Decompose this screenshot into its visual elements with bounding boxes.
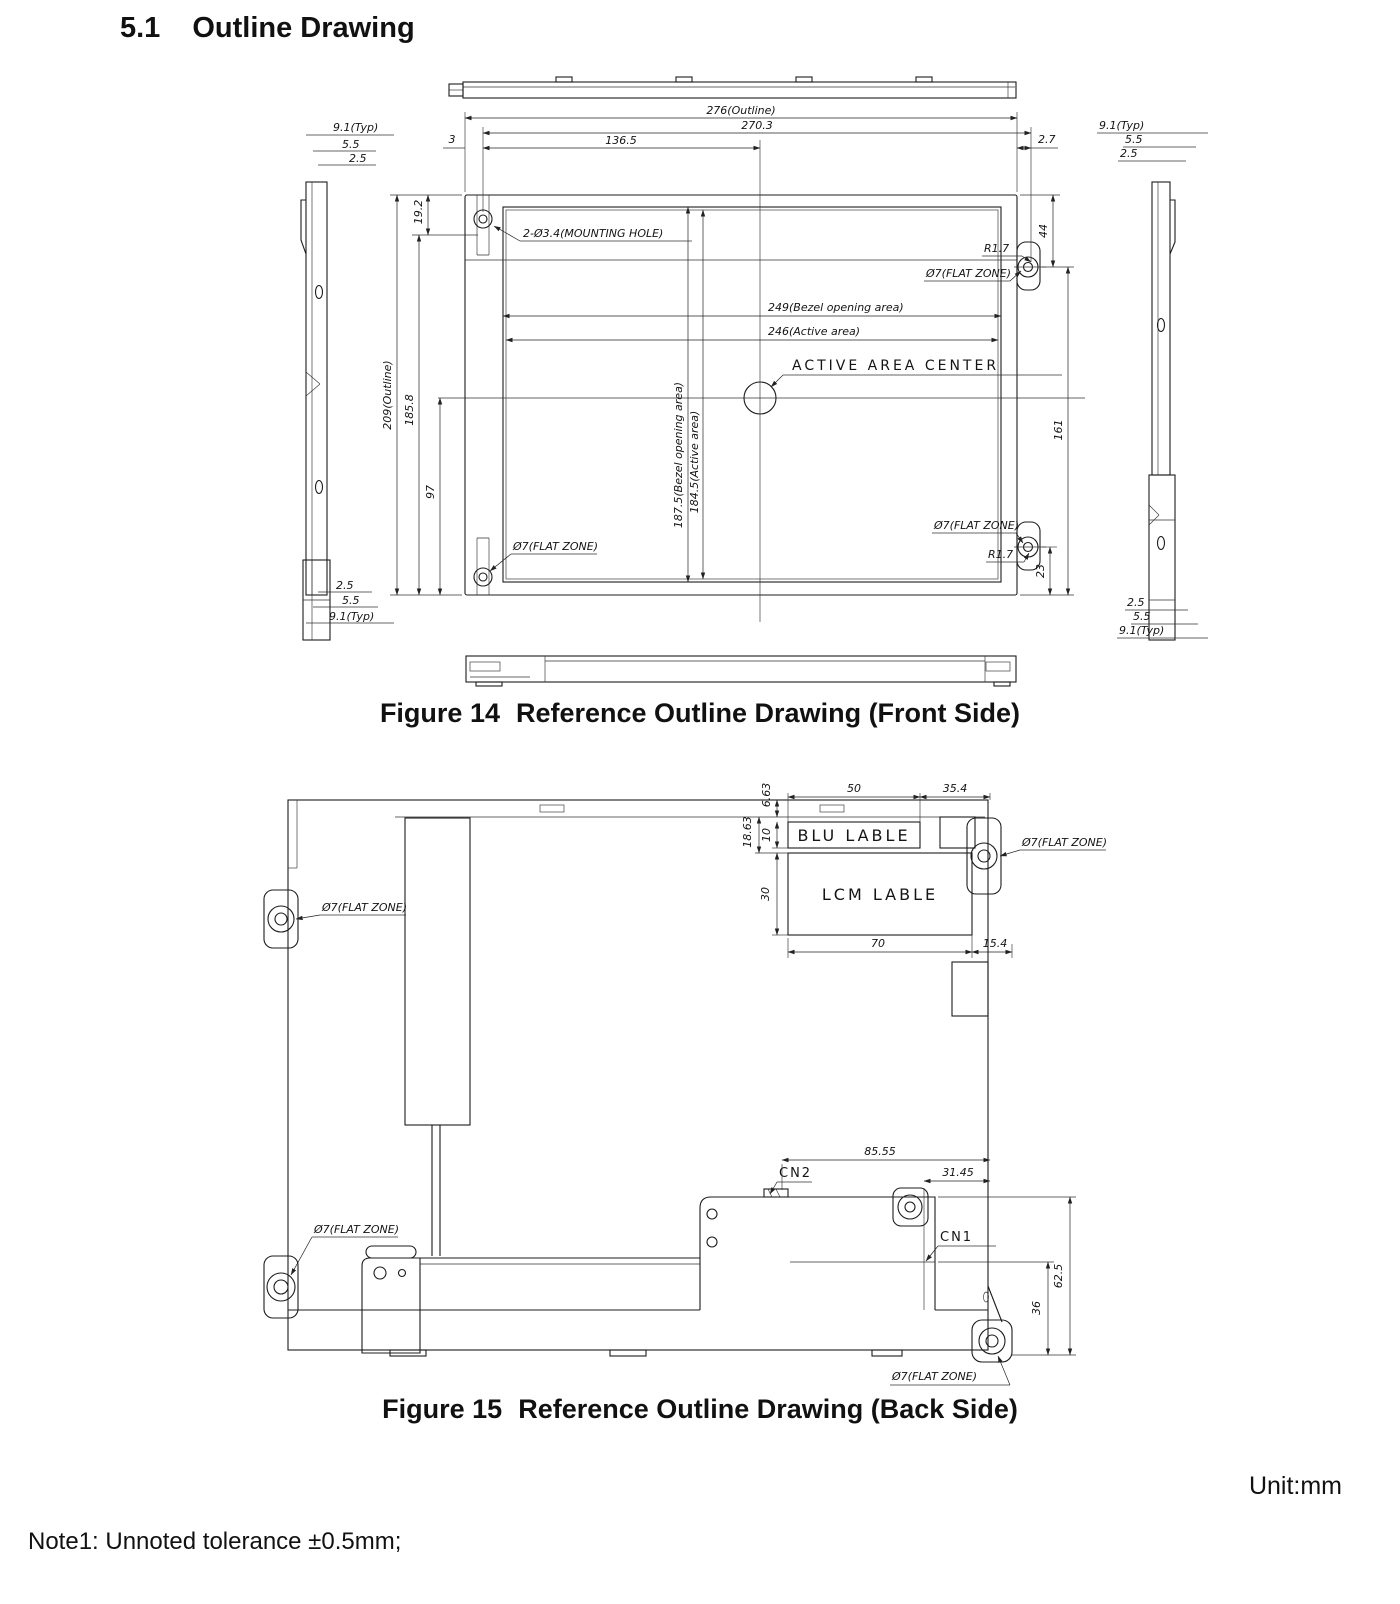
- dim-active-area-height: 184.5(Active area): [688, 410, 701, 514]
- tolerance-note: Note1: Unnoted tolerance ±0.5mm;: [28, 1528, 402, 1555]
- dim-left-bot-2-5: 2.5: [336, 579, 354, 592]
- dim-19-2: 19.2: [412, 199, 425, 225]
- dim-270-3: 270.3: [741, 119, 773, 132]
- dim-44: 44: [1037, 224, 1050, 238]
- dim-23: 23: [1034, 564, 1047, 578]
- label-flat-zone-br: Ø7(FLAT ZONE): [934, 519, 1020, 532]
- label-flat-zone-back-lt: Ø7(FLAT ZONE): [322, 901, 408, 914]
- unit-note: Unit:mm: [1248, 1472, 1342, 1500]
- dim-36: 36: [1030, 1301, 1043, 1315]
- label-r17-top: R1.7: [984, 242, 1010, 255]
- dim-6-63: 6.63: [760, 782, 773, 808]
- dim-35-4: 35.4: [942, 782, 968, 795]
- dim-right-bot-5-5: 5.5: [1133, 610, 1151, 623]
- label-flat-zone-back-b: Ø7(FLAT ZONE): [892, 1370, 978, 1383]
- dim-outline-width: 276(Outline): [706, 104, 776, 117]
- dim-136-5: 136.5: [605, 134, 637, 147]
- dim-outline-height: 209(Outline): [381, 360, 394, 430]
- figure14-title: Reference Outline Drawing (Front Side): [515, 698, 1021, 728]
- figure15-title: Reference Outline Drawing (Back Side): [518, 1394, 1018, 1424]
- dim-50: 50: [847, 782, 861, 795]
- figure14-label: Figure 14: [379, 698, 500, 728]
- label-lcm: LCM LABLE: [821, 885, 939, 904]
- dim-right-bot-2-5: 2.5: [1127, 596, 1145, 609]
- dim-185-8: 185.8: [403, 394, 416, 426]
- dim-left-bot-typ: 9.1(Typ): [329, 610, 375, 623]
- dim-bezel-opening-height: 187.5(Bezel opening area): [672, 381, 685, 529]
- dim-30: 30: [759, 887, 772, 901]
- dim-15-4: 15.4: [982, 937, 1008, 950]
- dim-left-top-2-5: 2.5: [349, 152, 367, 165]
- dim-97: 97: [424, 485, 437, 499]
- dim-70: 70: [871, 937, 885, 950]
- dim-161: 161: [1052, 419, 1065, 441]
- section-title: Outline Drawing: [192, 12, 415, 44]
- label-active-area-center: ACTIVE AREA CENTER: [792, 358, 1000, 374]
- dim-10: 10: [760, 828, 773, 842]
- dim-right-top-typ: 9.1(Typ): [1099, 119, 1145, 132]
- dim-left-top-5-5: 5.5: [342, 138, 360, 151]
- label-flat-zone-tr: Ø7(FLAT ZONE): [926, 267, 1012, 280]
- dim-left-bot-5-5: 5.5: [342, 594, 360, 607]
- label-flat-zone-back-tr: Ø7(FLAT ZONE): [1022, 836, 1108, 849]
- back-view: [264, 782, 1107, 1385]
- label-mounting-hole: 2-Ø3.4(MOUNTING HOLE): [523, 227, 664, 240]
- dim-85-55: 85.55: [864, 1145, 896, 1158]
- front-right-side-view: [1097, 119, 1208, 640]
- dim-right-top-5-5: 5.5: [1125, 133, 1143, 146]
- dim-active-area-width: 246(Active area): [768, 325, 861, 338]
- dim-18-63: 18.63: [741, 816, 754, 848]
- label-cn1: CN1: [940, 1230, 974, 1245]
- dim-31-45: 31.45: [942, 1166, 974, 1179]
- dim-right-bot-typ: 9.1(Typ): [1119, 624, 1165, 637]
- front-bottom-side-view: [466, 656, 1016, 686]
- dim-left-top-typ: 9.1(Typ): [333, 121, 379, 134]
- dim-bezel-opening-width: 249(Bezel opening area): [768, 301, 904, 314]
- label-flat-zone-bl: Ø7(FLAT ZONE): [513, 540, 599, 553]
- figure14-caption: [0, 698, 1400, 729]
- dim-62-5: 62.5: [1052, 1263, 1065, 1289]
- label-flat-zone-back-lb: Ø7(FLAT ZONE): [314, 1223, 400, 1236]
- dim-3: 3: [448, 133, 456, 146]
- dim-right-top-2-5: 2.5: [1120, 147, 1138, 160]
- figure15-caption: [0, 1394, 1400, 1425]
- label-cn2: CN2: [779, 1166, 813, 1181]
- dim-2-7: 2.7: [1038, 133, 1056, 146]
- label-r17-bottom: R1.7: [988, 548, 1014, 561]
- label-blu: BLU LABLE: [797, 826, 911, 845]
- front-top-side-view: [449, 77, 1016, 98]
- figure15-label: Figure 15: [382, 1394, 503, 1424]
- front-main-view: [381, 104, 1085, 622]
- section-number: 5.1: [120, 12, 161, 44]
